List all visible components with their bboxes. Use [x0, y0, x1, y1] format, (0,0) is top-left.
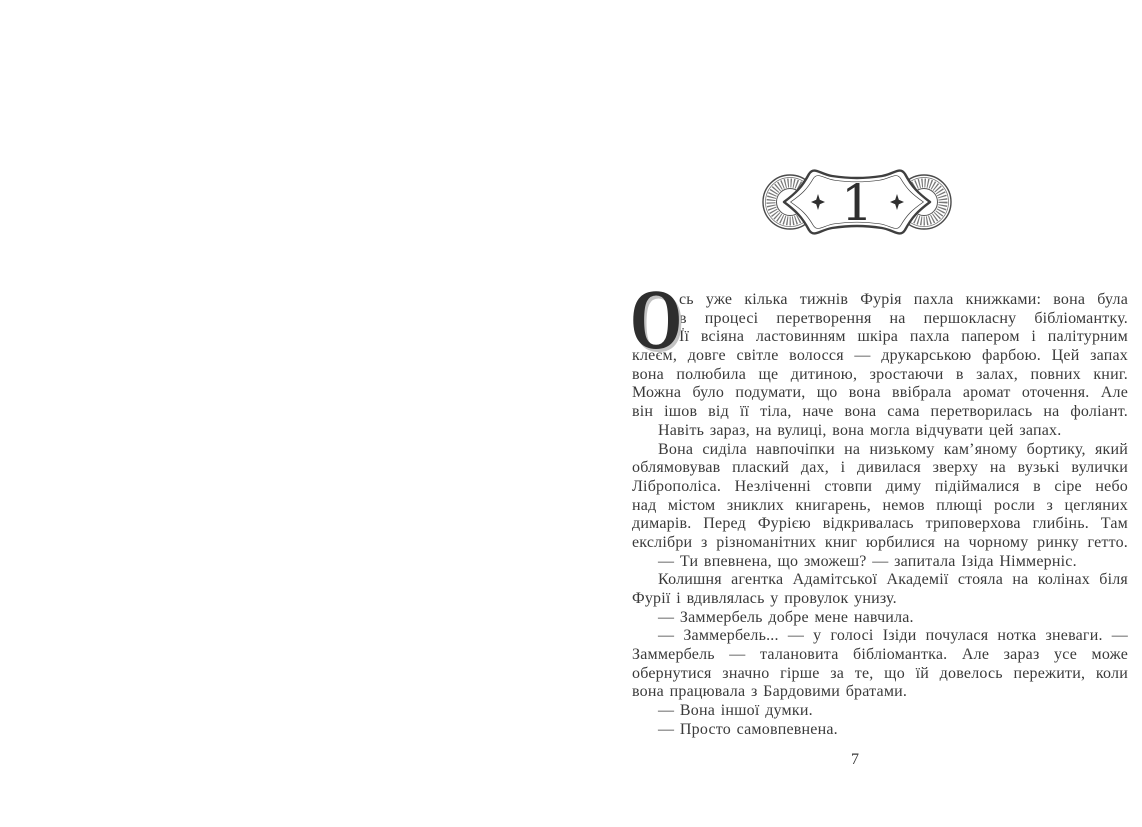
text-line: екслібри з різноманітних книг юрбилися на чорному ринку гетто. — [632, 533, 1128, 551]
text-line: облямовував плаский дах, і дивилася зверху на вузькі вулички — [632, 459, 1128, 477]
text-line: над містом зниклих книгарень, немов плющі росли з цегляних — [632, 496, 1128, 514]
text-line: Вона сиділа навпочіпки на низькому кам’яному бортику, який — [658, 440, 1128, 458]
text-line: — Заммербель... — у голосі Ізіди почулася нотка зневаги. — — [658, 627, 1128, 645]
paragraph — [632, 721, 1128, 740]
text-line: — Заммербель добре мене навчила. — [658, 608, 914, 626]
text-line: вона полюбила ще дитиною, зростаючи в залах, повних книг. — [632, 365, 1128, 383]
text-line: сь уже кілька тижнів Фурія пахла книжками: вона була — [679, 291, 1128, 308]
text-line: Фурії і вдивлялась у провулок унизу. — [632, 590, 897, 607]
text-line: вона працювала з Бардовими братами. — [632, 683, 908, 701]
text-line: Її всіяна ластовинням шкіра пахла папером і палітурним — [679, 328, 1128, 346]
page-number: 7 — [851, 751, 859, 768]
text-line: Навіть зараз, на вулиці, вона могла відчувати цей запах. — [658, 421, 1062, 439]
text-line: обернутися значно гірше за те, що їй довелось пережити, коли — [632, 664, 1128, 682]
chapter-number: 1 — [841, 174, 873, 232]
paragraph — [632, 422, 1128, 441]
text-line: Можна було подумати, що вона ввібрала аромат оточення. Але — [632, 384, 1128, 402]
text-line: — Вона іншої думки. — [658, 702, 813, 720]
paragraph — [632, 441, 1128, 553]
paragraph — [632, 627, 1128, 702]
text-line: клеєм, довге світле волосся — друкарською фарбою. Цей запах — [632, 347, 1128, 365]
chapter-text-column — [630, 271, 1128, 740]
text-line: він ішов від її тіла, наче вона сама перетворилась на фоліант. — [632, 403, 1128, 421]
chapter-ornament — [762, 161, 952, 243]
text-line: димарів. Перед Фурією відкривалась триповерхова глибінь. Там — [632, 515, 1128, 533]
text-line: в процесі перетворення на першокласну бібліомантку. — [679, 309, 1128, 327]
text-line: — Ти впевнена, що зможеш? — запитала Ізіда Німмерніс. — [658, 552, 1077, 570]
paragraph — [632, 609, 1128, 628]
paragraph — [632, 571, 1128, 608]
text-line: Колишня агентка Адамітської Академії стояла на колінах біля — [658, 571, 1128, 589]
paragraph — [630, 271, 1128, 422]
drop-cap-letter: О — [630, 271, 683, 367]
paragraph — [632, 702, 1128, 721]
chapter-ornament-graphic — [762, 161, 952, 243]
text-line: Заммербель — талановита бібліомантка. Але зараз усе може — [632, 646, 1128, 664]
text-line: Ліброполіса. Незліченні стовпи диму підіймалися в сіре небо — [632, 477, 1128, 495]
paragraph — [632, 553, 1128, 572]
text-line: — Просто самовпевнена. — [658, 720, 838, 738]
